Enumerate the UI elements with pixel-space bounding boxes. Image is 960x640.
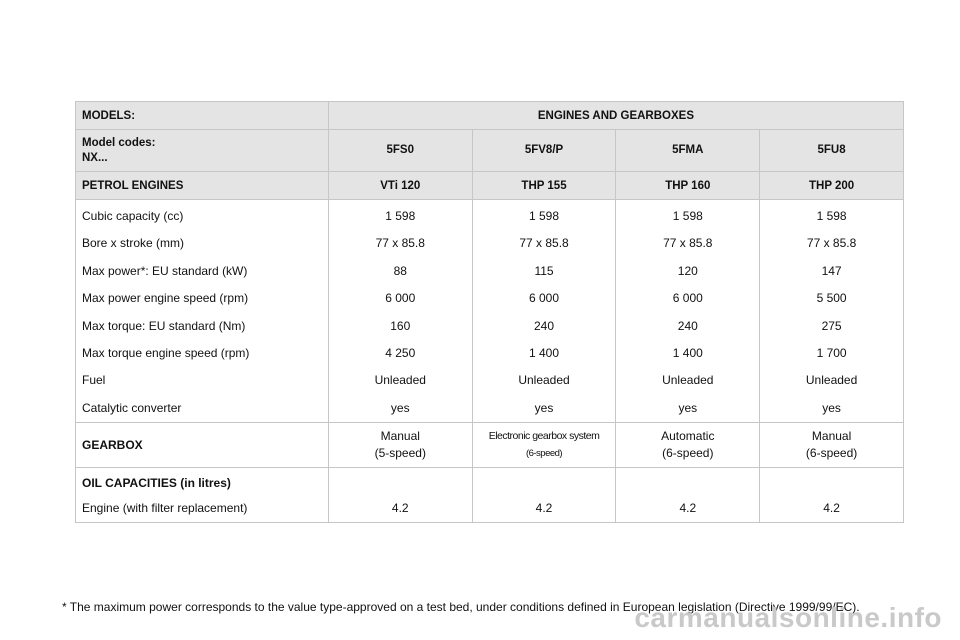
spec-value: 77 x 85.8 — [375, 236, 425, 251]
model-code-1: 5FS0 — [328, 130, 472, 172]
spec-value: 6 000 — [672, 291, 703, 306]
spec-value: 6 000 — [385, 291, 416, 306]
oil-value-2: 4.2 — [472, 468, 616, 523]
engine-spec-table — [75, 101, 904, 523]
oil-capacities-row — [76, 468, 904, 523]
engine-name-1: VTi 120 — [328, 172, 472, 200]
spec-column-4 — [760, 200, 904, 423]
spec-value: yes — [534, 400, 554, 415]
spec-label: Max torque engine speed (rpm) — [82, 345, 250, 360]
engine-name-2: THP 155 — [472, 172, 616, 200]
spec-value: 160 — [390, 318, 411, 333]
petrol-engines-row — [76, 172, 904, 200]
oil-value-3: 4.2 — [616, 468, 760, 523]
watermark: carmanualsonline.info — [634, 602, 942, 633]
spec-value: 1 598 — [385, 209, 416, 223]
footnote: * The maximum power corresponds to the value type-approved on a test bed, under conditions defined in European legislation (Directive 1999/99/EC). — [62, 600, 860, 614]
spec-labels-cell — [76, 200, 329, 423]
spec-value: Unleaded — [805, 373, 858, 388]
gearbox-value-1: Manual (5-speed) — [328, 423, 472, 468]
spec-column-3 — [616, 200, 760, 423]
spec-value: 1 598 — [672, 209, 703, 223]
gearbox-label: GEARBOX — [76, 423, 329, 468]
model-codes-row — [76, 130, 904, 172]
spec-value: 5 500 — [816, 291, 847, 306]
spec-label: Catalytic converter — [82, 400, 182, 415]
spec-value: 77 x 85.8 — [663, 236, 713, 251]
spec-label: Max power engine speed (rpm) — [82, 291, 249, 306]
spec-value: 275 — [821, 318, 842, 333]
spec-values-row — [76, 200, 904, 423]
spec-value: 6 000 — [529, 291, 560, 306]
oil-capacities-cell — [76, 468, 329, 523]
oil-value-4: 4.2 — [760, 468, 904, 523]
spec-value: 88 — [393, 263, 407, 278]
spec-value: Unleaded — [662, 373, 714, 388]
model-codes-label: Model codes: NX... — [76, 130, 329, 172]
petrol-engines-label: PETROL ENGINES — [76, 172, 329, 200]
model-code-4: 5FU8 — [760, 130, 904, 172]
model-code-3: 5FMA — [616, 130, 760, 172]
model-code-2: 5FV8/P — [472, 130, 616, 172]
spec-value: Unleaded — [518, 373, 570, 388]
spec-value: 1 598 — [529, 209, 560, 223]
spec-value: 1 598 — [816, 209, 847, 223]
gearbox-row — [76, 423, 904, 468]
spec-value: 147 — [821, 263, 842, 278]
spec-value: 115 — [534, 263, 554, 278]
gearbox-value-2: Electronic gearbox system (6-speed) — [472, 423, 616, 468]
spec-value: 1 400 — [529, 345, 560, 360]
spec-label: Max power*: EU standard (kW) — [82, 263, 248, 278]
gearbox-value-4: Manual (6-speed) — [760, 423, 904, 468]
spec-value: 240 — [677, 318, 698, 333]
spec-value: 77 x 85.8 — [806, 236, 857, 251]
oil-row-label: Engine (with filter replacement) — [82, 501, 248, 516]
spec-value: 240 — [534, 318, 555, 333]
spec-value: Unleaded — [374, 373, 426, 388]
spec-value: yes — [678, 400, 698, 415]
engine-name-3: THP 160 — [616, 172, 760, 200]
spec-label: Fuel — [82, 373, 106, 388]
spec-value: 4 250 — [385, 345, 416, 360]
spec-value: yes — [390, 400, 410, 415]
spec-label: Max torque: EU standard (Nm) — [82, 318, 246, 333]
gearbox-value-3: Automatic (6-speed) — [616, 423, 760, 468]
spec-value: 1 400 — [672, 345, 703, 360]
spec-value: 120 — [677, 263, 698, 278]
spec-label: Bore x stroke (mm) — [82, 236, 185, 251]
spec-label: Cubic capacity (cc) — [82, 209, 184, 223]
spec-value: 1 700 — [816, 345, 847, 360]
spec-column-1 — [328, 200, 472, 423]
models-header-row — [76, 102, 904, 130]
oil-value-1: 4.2 — [328, 468, 472, 523]
engine-name-4: THP 200 — [760, 172, 904, 200]
oil-capacities-title: OIL CAPACITIES (in litres) — [82, 476, 231, 491]
spec-value: 77 x 85.8 — [519, 236, 569, 251]
spec-value: yes — [822, 400, 841, 415]
spec-column-2 — [472, 200, 616, 423]
engines-gearboxes-label: ENGINES AND GEARBOXES — [328, 102, 903, 130]
models-label: MODELS: — [76, 102, 329, 130]
